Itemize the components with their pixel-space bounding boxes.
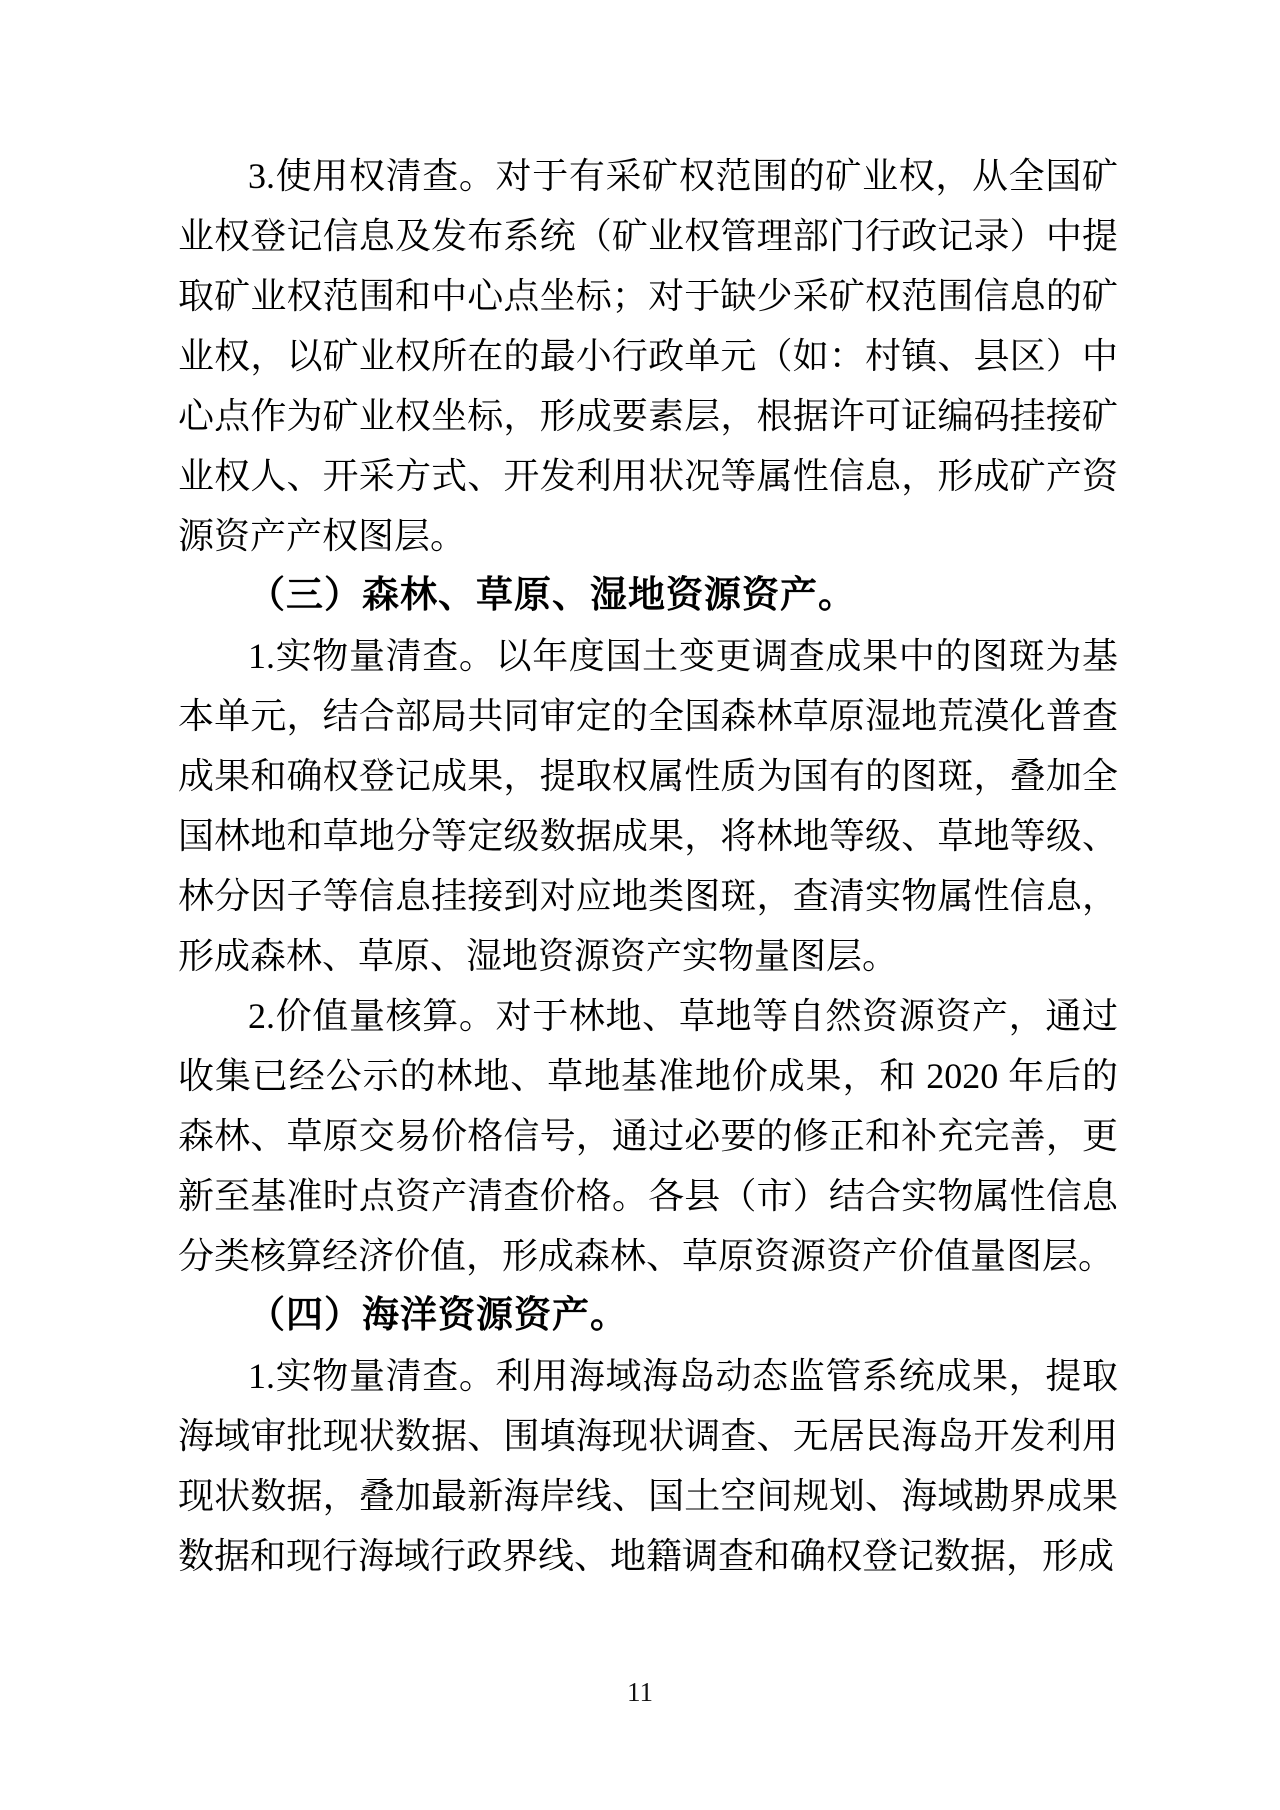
paragraph-line: 源资产产权图层。 [178,516,467,556]
paragraph-line: 2.价值量核算。对于林地、草地等自然资源资产，通过 [248,996,1118,1036]
paragraph-line: 数据和现行海域行政界线、地籍调查和确权登记数据，形成 [178,1536,1115,1576]
page-number: 11 [627,1677,653,1707]
paragraph-line: 3.使用权清查。对于有采矿权范围的矿业权，从全国矿 [248,156,1118,196]
paragraph [178,626,1118,986]
paragraph-line: 本单元，结合部局共同审定的全国森林草原湿地荒漠化普查 [178,696,1118,736]
paragraph [178,146,1118,566]
paragraph-line: 取矿业权范围和中心点坐标；对于缺少采矿权范围信息的矿 [178,276,1118,316]
paragraph-line: 收集已经公示的林地、草地基准地价成果，和 2020 年后的 [178,1056,1118,1096]
paragraph-line: 新至基准时点资产清查价格。各县（市）结合实物属性信息 [178,1176,1118,1216]
document-body [178,146,1118,1586]
section-heading: （四）海洋资源资产。 [248,1295,628,1336]
paragraph-line: 成果和确权登记成果，提取权属性质为国有的图斑，叠加全 [178,756,1118,796]
section-heading: （三）森林、草原、湿地资源资产。 [248,575,856,616]
paragraph-line: 林分因子等信息挂接到对应地类图斑，查清实物属性信息， [178,876,1118,916]
paragraph-line: 心点作为矿业权坐标，形成要素层，根据许可证编码挂接矿 [178,396,1118,436]
paragraph-line: 现状数据，叠加最新海岸线、国土空间规划、海域勘界成果 [178,1476,1118,1516]
paragraph [178,986,1118,1286]
paragraph-line: 业权，以矿业权所在的最小行政单元（如：村镇、县区）中 [178,336,1118,376]
paragraph-line: 形成森林、草原、湿地资源资产实物量图层。 [178,936,899,976]
paragraph [178,1346,1118,1586]
paragraph-line: 1.实物量清查。以年度国土变更调查成果中的图斑为基 [248,636,1118,676]
paragraph-line: 海域审批现状数据、围填海现状调查、无居民海岛开发利用 [178,1416,1118,1456]
paragraph-line: 业权人、开采方式、开发利用状况等属性信息，形成矿产资 [178,456,1118,496]
paragraph-line: 业权登记信息及发布系统（矿业权管理部门行政记录）中提 [178,216,1118,256]
paragraph-line: 森林、草原交易价格信号，通过必要的修正和补充完善，更 [178,1116,1118,1156]
paragraph-line: 1.实物量清查。利用海域海岛动态监管系统成果，提取 [248,1356,1118,1396]
paragraph-line: 分类核算经济价值，形成森林、草原资源资产价值量图层。 [178,1236,1115,1276]
paragraph-line: 国林地和草地分等定级数据成果，将林地等级、草地等级、 [178,816,1118,856]
